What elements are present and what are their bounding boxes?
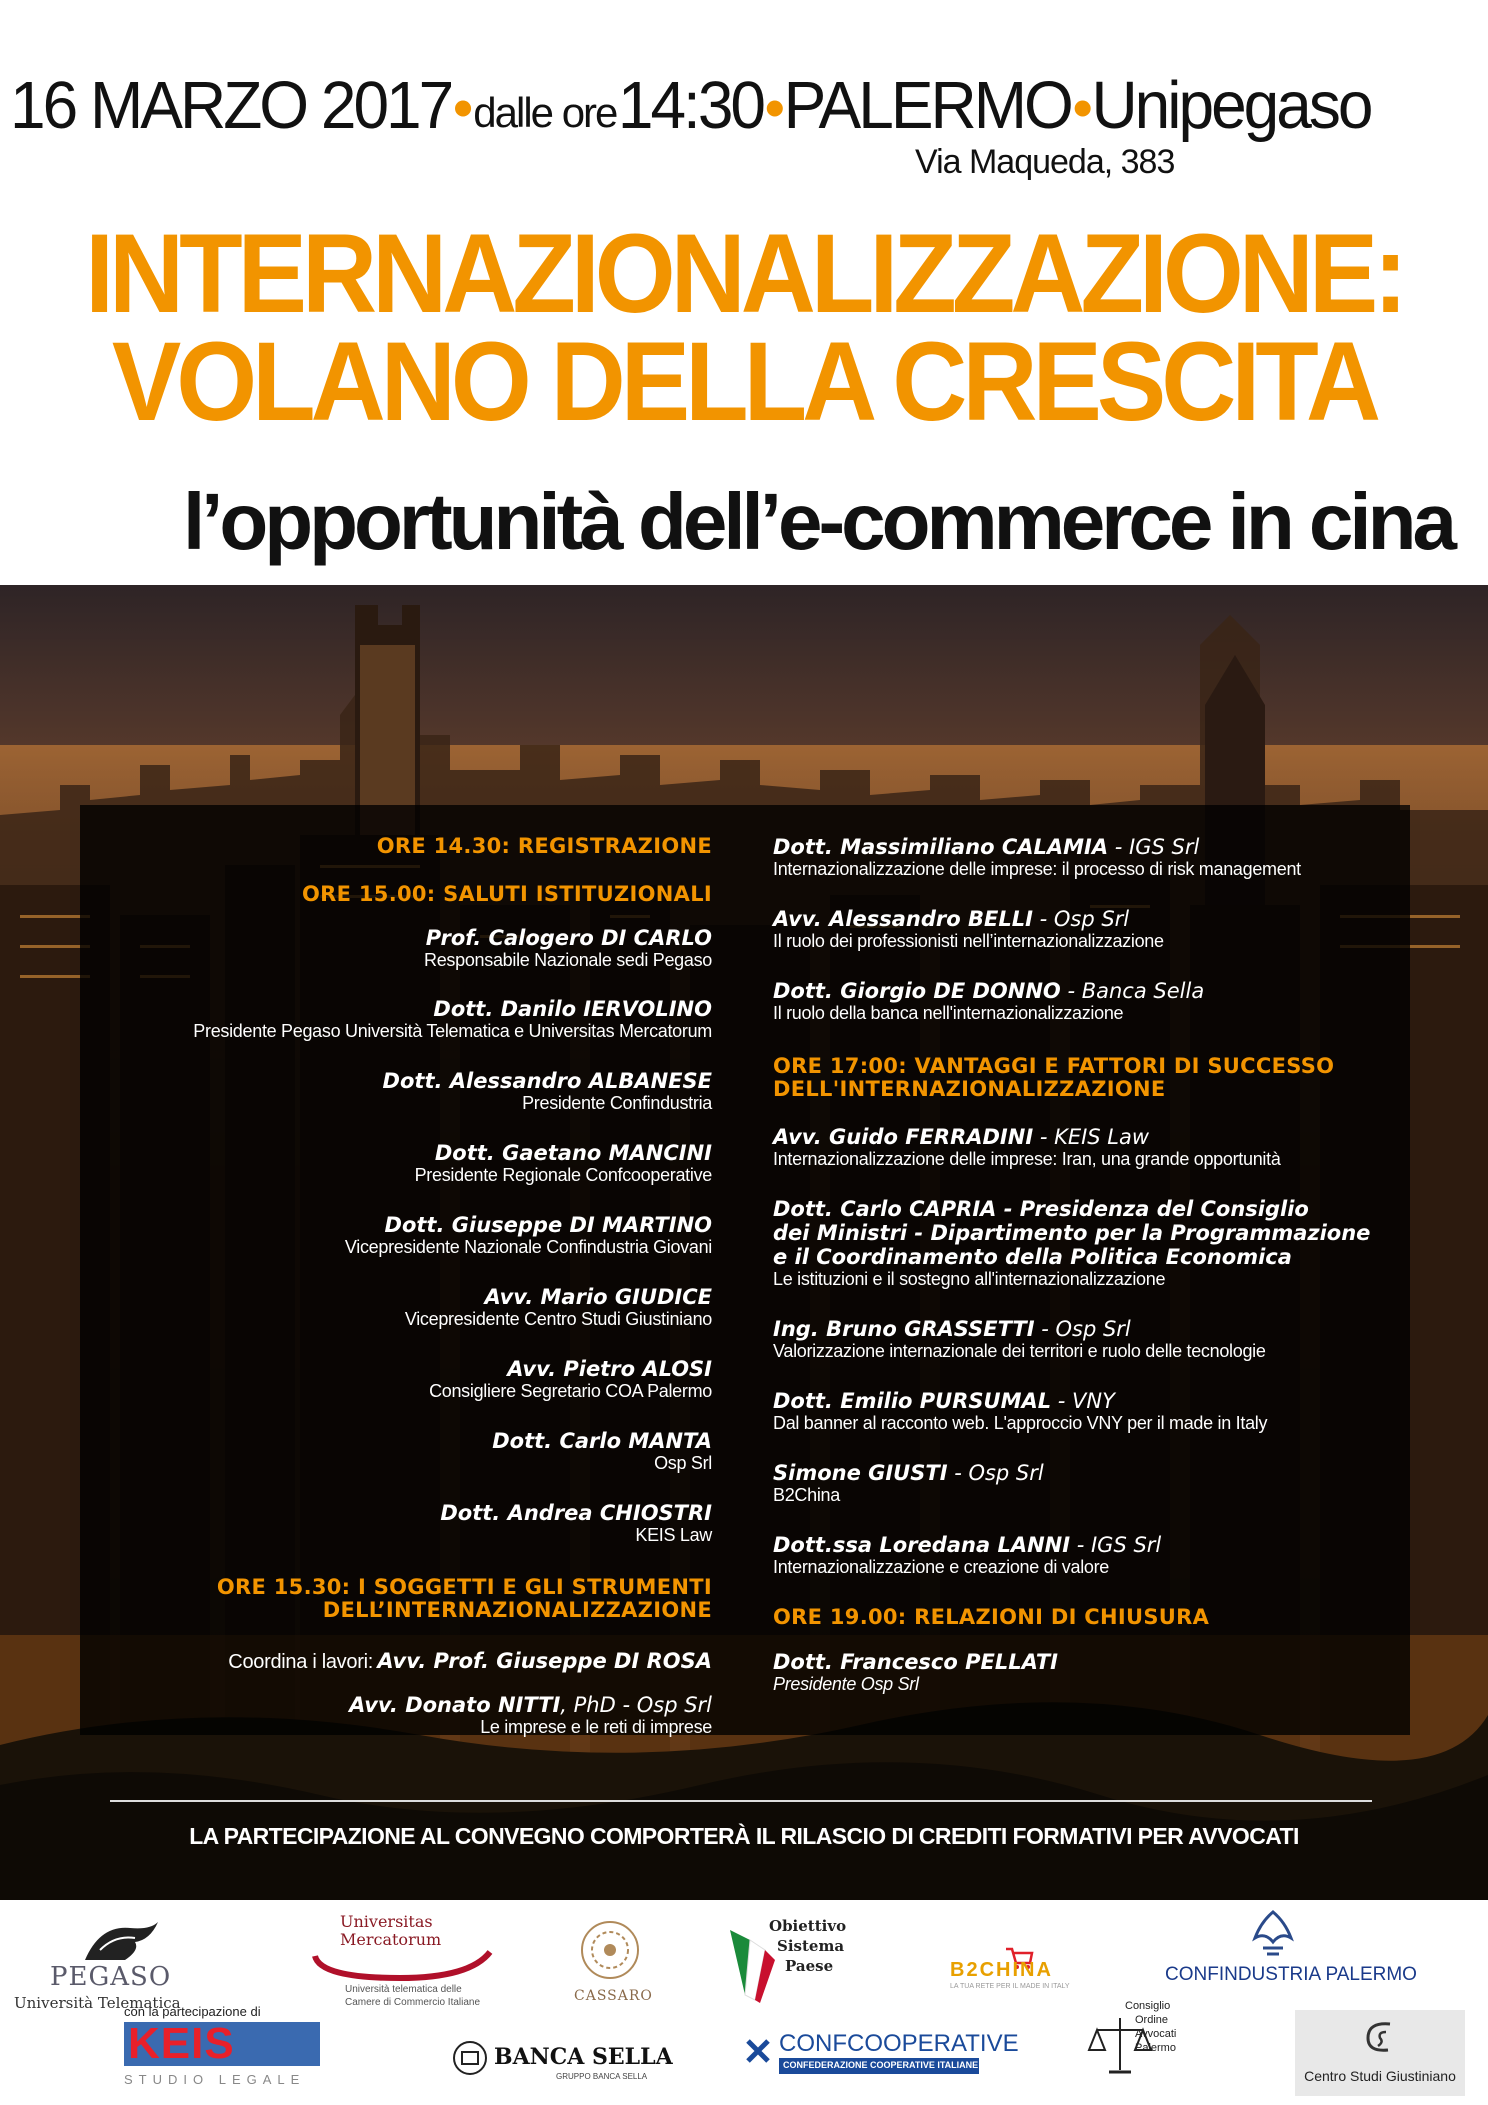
speaker-role: Vicepresidente Nazionale Confindustria Giovani	[344, 1237, 712, 1257]
speaker-role: KEIS Law	[635, 1525, 712, 1545]
b2china-name: B2CHINA	[950, 1959, 1053, 1981]
event-info-line	[10, 68, 1478, 142]
bullet-separator: •	[765, 76, 782, 139]
coa-line2: Ordine	[1135, 2014, 1169, 2026]
partnership-label: con la partecipazione di	[124, 2004, 261, 2019]
confcoop-name: CONFCOOPERATIVE	[779, 2030, 1019, 2057]
speaker-entry	[773, 1197, 1393, 1290]
banca-sella-logo	[452, 2040, 674, 2090]
credits-notice: LA PARTECIPAZIONE AL CONVEGNO COMPORTERÀ IL RILASCIO DI CREDITI FORMATIVI PER AVVOCATI	[189, 1823, 1299, 1849]
coordinator-name: Avv. Prof. Giuseppe DI ROSA	[377, 1649, 712, 1673]
main-title-line2: VOLANO DELLA CRESCITA	[111, 319, 1377, 445]
speaker-org: - Osp Srl	[947, 1461, 1044, 1485]
confcoop-sub: CONFEDERAZIONE COOPERATIVE ITALIANE	[783, 2060, 979, 2070]
speaker-name: Prof. Calogero DI CARLO	[425, 926, 712, 950]
speaker-talk: Internazionalizzazione delle imprese: Iran, una grande opportunità	[773, 1149, 1281, 1169]
speaker-talk: Internazionalizzazione e creazione di valore	[773, 1557, 1110, 1577]
osp-logo	[725, 1915, 865, 2010]
pegaso-name: PEGASO	[50, 1962, 172, 1992]
section-heading: ORE 15.00: SALUTI ISTITUZIONALI	[302, 882, 712, 906]
speaker-entry	[773, 1533, 1393, 1578]
italy-flag-icon	[725, 1925, 775, 2005]
coa-palermo-logo	[1085, 2000, 1205, 2090]
speaker-talk: Il ruolo della banca nell'internazionalizzazione	[773, 1003, 1124, 1023]
pegasus-icon	[80, 1920, 160, 1965]
osp-line3: Paese	[785, 1957, 834, 1975]
speaker-role: Le imprese e le reti di imprese	[480, 1717, 712, 1737]
section-heading-continued: DELL'INTERNAZIONALIZZAZIONE	[773, 1077, 1166, 1101]
osp-line2: Sistema	[777, 1937, 845, 1955]
speaker-role: Presidente Osp Srl	[773, 1674, 919, 1694]
keis-name: KEIS	[128, 2019, 235, 2068]
time-prefix: dalle ore	[473, 89, 617, 136]
speaker-entry	[773, 1389, 1393, 1434]
section-heading-block	[773, 1055, 1393, 1101]
speaker-entry	[80, 1501, 712, 1546]
speaker-name: Avv. Guido FERRADINI	[773, 1125, 1034, 1149]
giustiniano-logo	[1295, 2010, 1465, 2096]
giustiniano-name: Centro Studi Giustiniano	[1304, 2068, 1456, 2084]
speaker-org: - VNY	[1051, 1389, 1115, 1413]
divider-line	[110, 1800, 1372, 1802]
speaker-name: Dott. Emilio PURSUMAL	[773, 1389, 1052, 1413]
speaker-entry	[773, 835, 1393, 880]
speaker-org: - IGS Srl	[1070, 1533, 1162, 1557]
speaker-role: Presidente Pegaso Università Telematica e Universitas Mercatorum	[193, 1021, 712, 1041]
pegaso-sub: Università Telematica	[14, 1994, 181, 2012]
speaker-org: - Osp Srl	[1032, 907, 1130, 931]
poster-header	[0, 0, 1488, 585]
speaker-role: Osp Srl	[654, 1453, 712, 1473]
speaker-name: Dott. Massimiliano CALAMIA	[773, 835, 1109, 859]
speaker-name: Avv. Mario GIUDICE	[484, 1285, 712, 1309]
coordinator-entry	[80, 1649, 712, 1673]
section-heading: ORE 15.30: I SOGGETTI E GLI STRUMENTI	[216, 1575, 712, 1599]
speaker-org: - Osp Srl	[1034, 1317, 1131, 1341]
section-heading: ORE 17:00: VANTAGGI E FATTORI DI SUCCESSO	[773, 1054, 1335, 1078]
speaker-role: Consigliere Segretario COA Palermo	[429, 1381, 712, 1401]
speaker-talk: B2China	[773, 1485, 840, 1505]
speaker-name: Dott. Andrea CHIOSTRI	[440, 1501, 712, 1525]
section-heading: ORE 14.30: REGISTRAZIONE	[376, 834, 712, 858]
event-date: 16 MARZO 2017	[10, 67, 452, 143]
event-time: 14:30	[617, 67, 763, 143]
section-heading-block	[80, 1576, 712, 1622]
speaker-name: Ing. Bruno GRASSETTI	[773, 1317, 1035, 1341]
cassaro-name: CASSARO	[574, 1988, 653, 2004]
cassaro-logo	[570, 1918, 653, 2028]
speaker-name: Dott. Gaetano MANCINI	[434, 1141, 712, 1165]
event-venue: Unipegaso	[1091, 67, 1371, 143]
osp-line1: Obiettivo	[769, 1917, 847, 1935]
speaker-entry	[773, 1317, 1393, 1362]
b2china-logo	[950, 1945, 1120, 1995]
coa-line4: Palermo	[1135, 2042, 1176, 2054]
speaker-entry	[773, 1461, 1393, 1506]
rosette-icon	[578, 1918, 642, 1982]
speaker-name: Dott. Danilo IERVOLINO	[433, 997, 712, 1021]
eagle-icon	[1245, 1908, 1301, 1960]
section-heading-continued: DELL’INTERNAZIONALIZZAZIONE	[322, 1598, 712, 1622]
ship-icon	[310, 1946, 495, 1986]
speaker-org: , PhD - Osp Srl	[560, 1693, 712, 1717]
confindustria-name: CONFINDUSTRIA PALERMO	[1165, 1964, 1417, 1985]
coa-line1: Consiglio	[1125, 2000, 1171, 2012]
section-heading: ORE 19.00: RELAZIONI DI CHIUSURA	[773, 1605, 1210, 1629]
speaker-entry	[80, 997, 712, 1042]
venue-address: Via Maqueda, 383	[915, 143, 1175, 181]
speaker-entry	[80, 926, 712, 971]
speaker-entry	[80, 1213, 712, 1258]
main-title-line1: INTERNAZIONALIZZAZIONE:	[85, 211, 1403, 337]
sella-crest-icon	[452, 2040, 488, 2076]
confcoop-mark-icon	[745, 2038, 771, 2064]
speaker-affiliation: e il Coordinamento della Politica Economica	[773, 1245, 1292, 1269]
speaker-name: Avv. Pietro ALOSI	[507, 1357, 712, 1381]
sponsor-logos	[0, 1900, 1488, 2105]
mercatorum-line1: Universitas	[340, 1912, 433, 1931]
speaker-name: Dott. Giuseppe DI MARTINO	[384, 1213, 712, 1237]
speaker-org: - Banca Sella	[1060, 979, 1205, 1003]
speaker-org: - IGS Srl	[1108, 835, 1200, 859]
speaker-entry	[80, 1693, 712, 1738]
bullet-separator: •	[1072, 76, 1090, 139]
speaker-name: Dott.ssa Loredana LANNI	[773, 1533, 1071, 1557]
speaker-entry	[80, 1141, 712, 1186]
speaker-name: Simone GIUSTI	[773, 1461, 948, 1485]
speaker-entry	[773, 1650, 1393, 1695]
speaker-talk: Valorizzazione internazionale dei territori e ruolo delle tecnologie	[773, 1341, 1266, 1361]
speaker-talk: Il ruolo dei professionisti nell’internazionalizzazione	[773, 931, 1164, 951]
speaker-entry	[80, 1285, 712, 1330]
speaker-name: Avv. Donato NITTI	[349, 1693, 561, 1717]
sella-name: BANCA SELLA	[494, 2044, 673, 2070]
speaker-entry	[773, 979, 1393, 1024]
mercatorum-logo	[310, 1912, 510, 2022]
speaker-name: Dott. Giorgio DE DONNO	[773, 979, 1061, 1003]
speaker-entry	[773, 1125, 1393, 1170]
speaker-entry	[80, 1069, 712, 1114]
speaker-role: Presidente Confindustria	[522, 1093, 712, 1113]
keis-logo	[124, 2019, 320, 2092]
mercatorum-sub2: Camere di Commercio Italiane	[345, 1997, 481, 2008]
sella-sub: GRUPPO BANCA SELLA	[556, 2072, 648, 2081]
confindustria-logo	[1165, 1908, 1417, 1988]
confcooperative-logo	[745, 2020, 1019, 2080]
speaker-name: Avv. Alessandro BELLI	[773, 907, 1033, 931]
pegaso-logo	[10, 1920, 215, 2010]
speaker-affiliation: dei Ministri - Dipartimento per la Programmazione	[773, 1221, 1371, 1245]
mercatorum-line2: Mercatorum	[340, 1930, 442, 1949]
speaker-name: Dott. Carlo CAPRIA - Presidenza del Consiglio	[773, 1197, 1309, 1221]
speaker-org: - KEIS Law	[1033, 1125, 1150, 1149]
keis-sub: STUDIO LEGALE	[124, 2072, 306, 2087]
speaker-talk: Internazionalizzazione delle imprese: il processo di risk management	[773, 859, 1301, 879]
subtitle: l’opportunità dell’e-commerce in cina	[182, 477, 1453, 566]
bullet-separator: •	[453, 76, 470, 139]
speaker-entry	[80, 1357, 712, 1402]
speaker-role: Vicepresidente Centro Studi Giustiniano	[404, 1309, 712, 1329]
speaker-entry	[80, 1429, 712, 1474]
b2china-tagline: LA TUA RETE PER IL MADE IN ITALY	[950, 1983, 1070, 1990]
mercatorum-sub1: Università telematica delle	[345, 1984, 462, 1995]
coa-line3: Avvocati	[1135, 2028, 1177, 2040]
speaker-role: Responsabile Nazionale sedi Pegaso	[424, 950, 712, 970]
speaker-name: Dott. Carlo MANTA	[492, 1429, 712, 1453]
coordinator-prefix: Coordina i lavori:	[228, 1651, 373, 1673]
speaker-talk: Le istituzioni e il sostegno all'internazionalizzazione	[773, 1269, 1166, 1289]
speaker-entry	[773, 907, 1393, 952]
speaker-name: Dott. Francesco PELLATI	[773, 1650, 1058, 1674]
speaker-talk: Dal banner al racconto web. L'approccio VNY per il made in Italy	[773, 1413, 1268, 1433]
speaker-name: Dott. Alessandro ALBANESE	[382, 1069, 712, 1093]
speaker-role: Presidente Regionale Confcooperative	[414, 1165, 712, 1185]
event-city: PALERMO	[783, 67, 1071, 143]
cs-monogram-icon	[1360, 2018, 1400, 2058]
